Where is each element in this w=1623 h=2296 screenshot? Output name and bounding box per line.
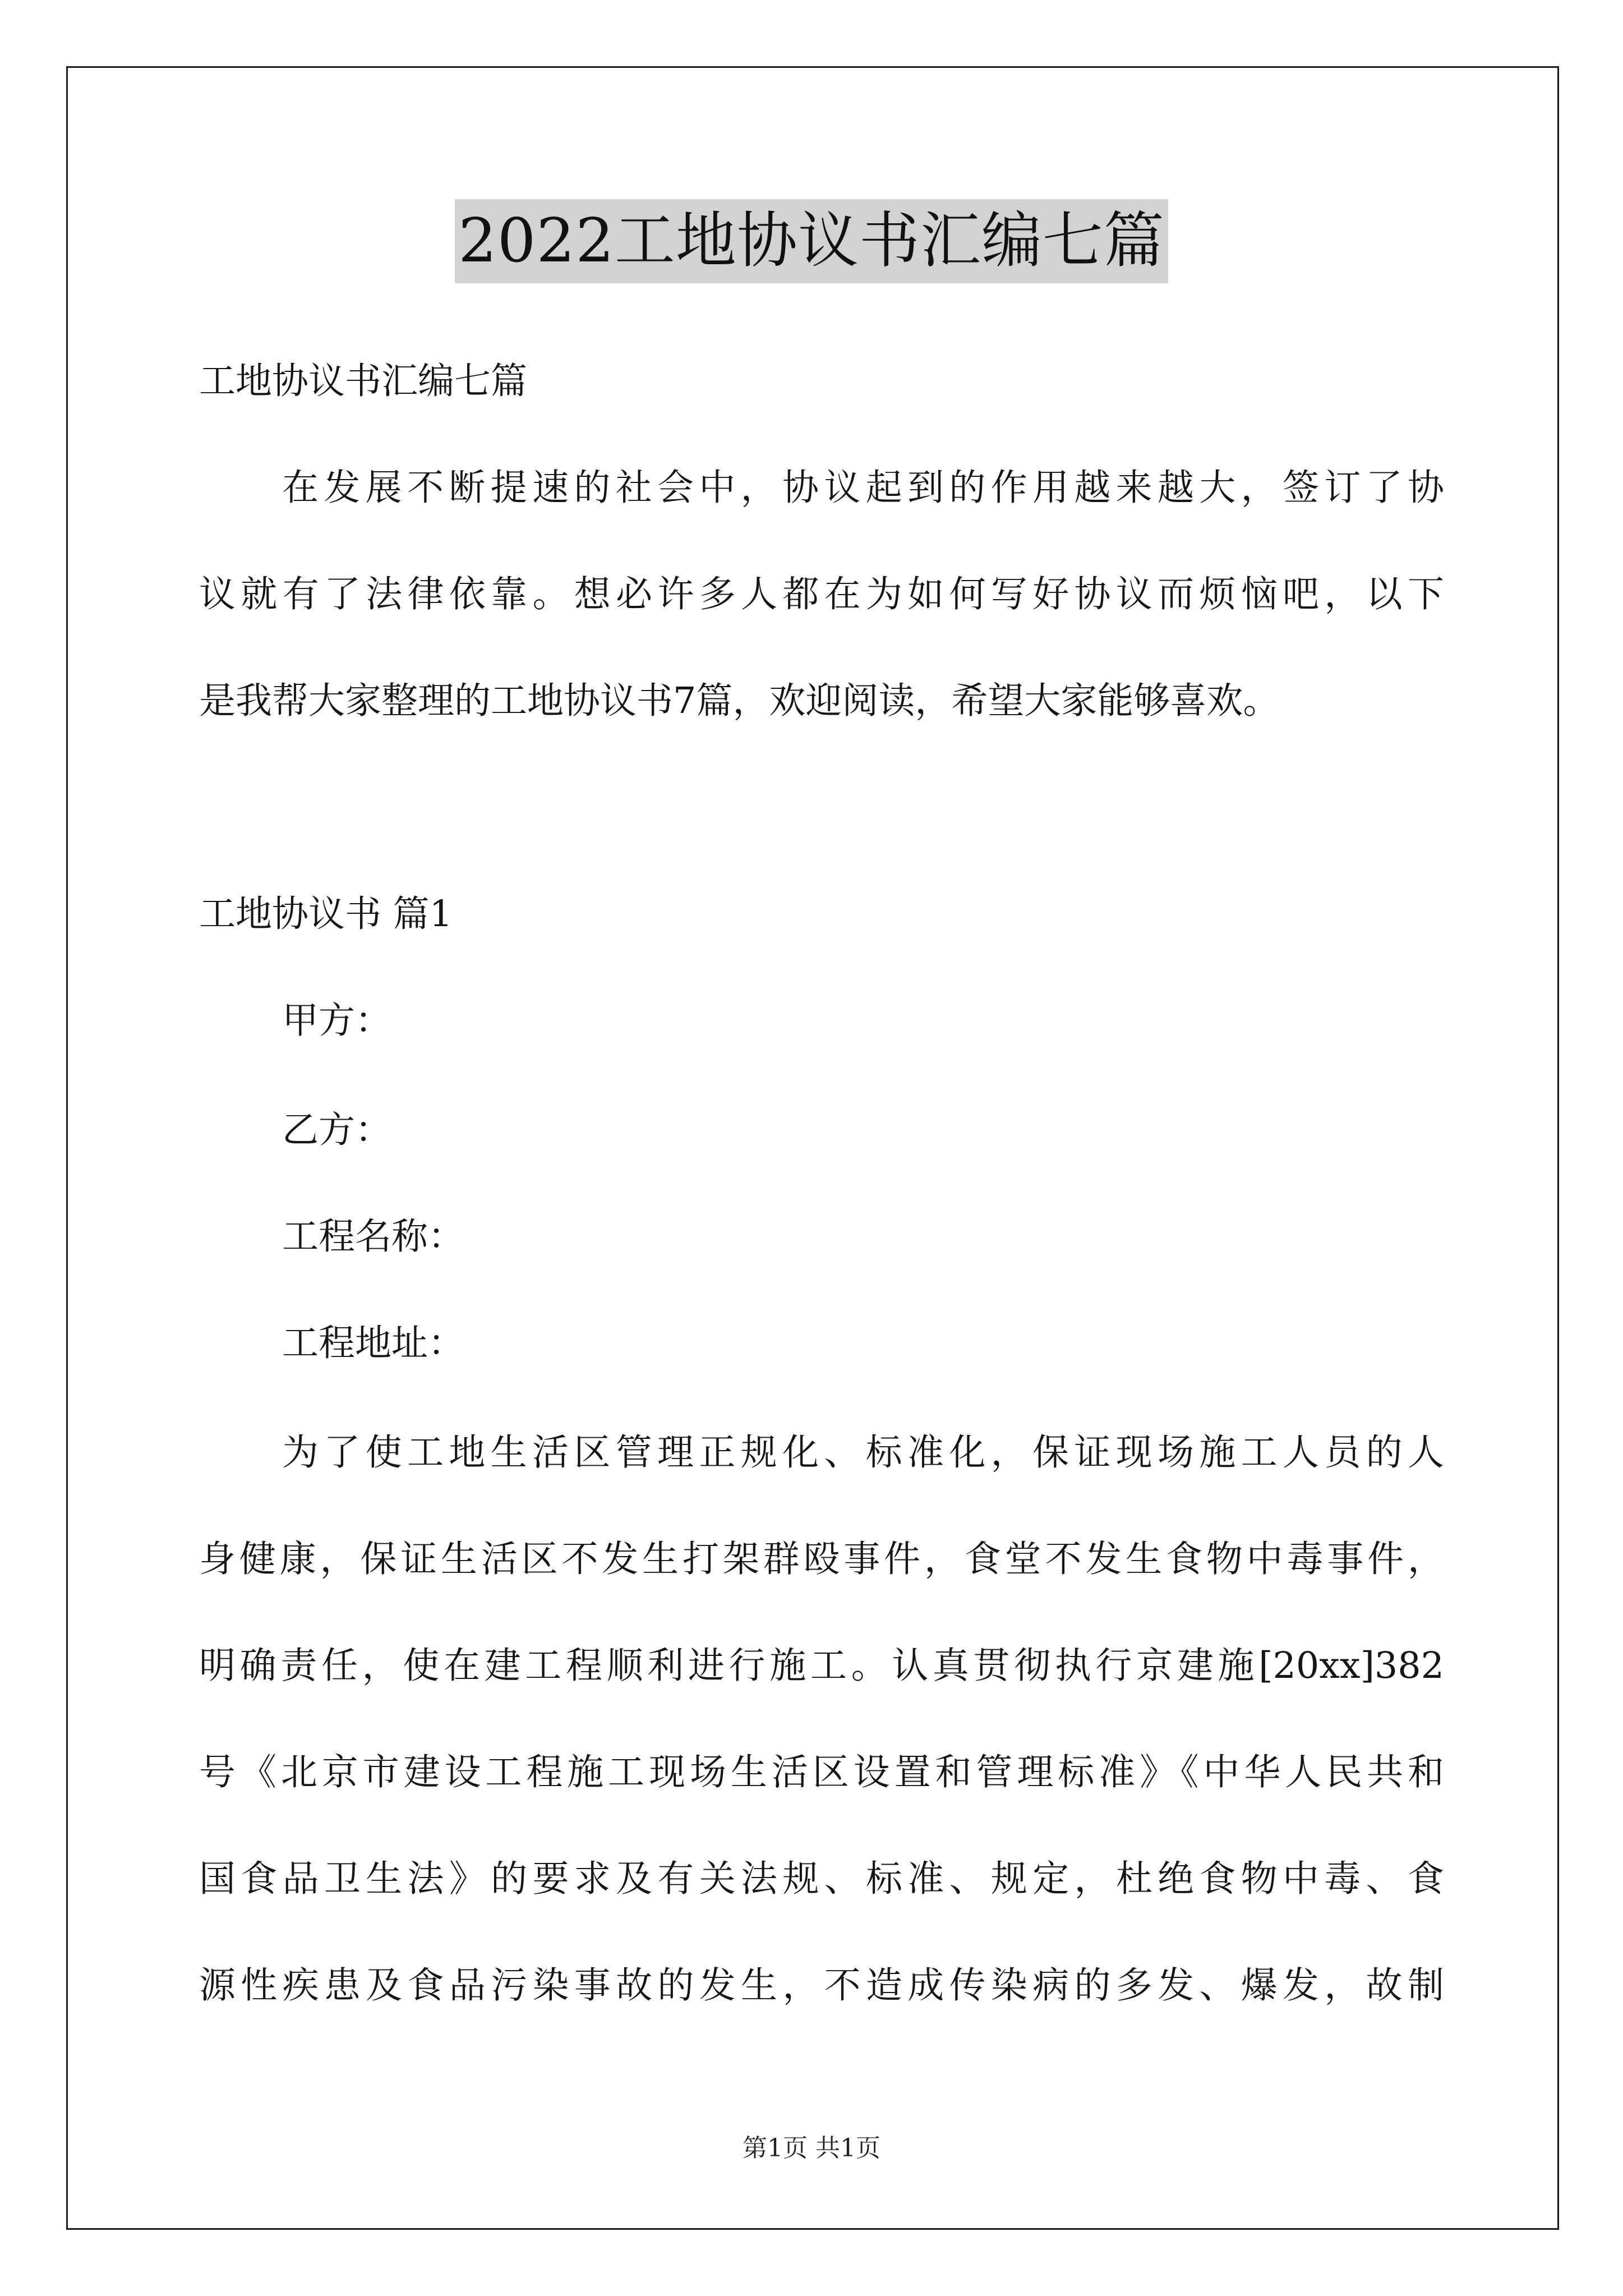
project-name-label: 工程名称： xyxy=(282,1216,465,1258)
intro-line: 在发展不断提速的社会中，协议起到的作用越来越大，签订了协 xyxy=(282,467,1444,509)
page-footer: 第1页 共1页 xyxy=(743,2134,880,2162)
body-line: 身健康，保证生活区不发生打架群殴事件，食堂不发生食物中毒事件， xyxy=(199,1538,1444,1580)
body-line: 号《北京市建设工程施工现场生活区设置和管理标准》《中华人民共和 xyxy=(199,1751,1444,1793)
document-title: 2022工地协议书汇编七篇 xyxy=(455,199,1168,283)
intro-line: 是我帮大家整理的工地协议书7篇，欢迎阅读，希望大家能够喜欢。 xyxy=(199,680,1280,722)
project-address-label: 工程地址： xyxy=(282,1322,465,1364)
body-line: 为了使工地生活区管理正规化、标准化，保证现场施工人员的人 xyxy=(282,1432,1444,1474)
body-line: 源性疾患及食品污染事故的发生，不造成传染病的多发、爆发，故制 xyxy=(199,1964,1444,2007)
party-b-label: 乙方： xyxy=(282,1109,392,1151)
intro-line: 议就有了法律依靠。想必许多人都在为如何写好协议而烦恼吧，以下 xyxy=(199,573,1444,615)
body-line: 明确责任，使在建工程顺利进行施工。认真贯彻执行京建施[20xx]382 xyxy=(199,1645,1444,1687)
section-heading: 工地协议书 篇1 xyxy=(199,893,453,935)
body-line: 国食品卫生法》的要求及有关法规、标准、规定，杜绝食物中毒、食 xyxy=(199,1858,1444,1900)
title-container xyxy=(0,199,1623,283)
document-subtitle: 工地协议书汇编七篇 xyxy=(199,360,528,402)
party-a-label: 甲方： xyxy=(282,1000,392,1042)
